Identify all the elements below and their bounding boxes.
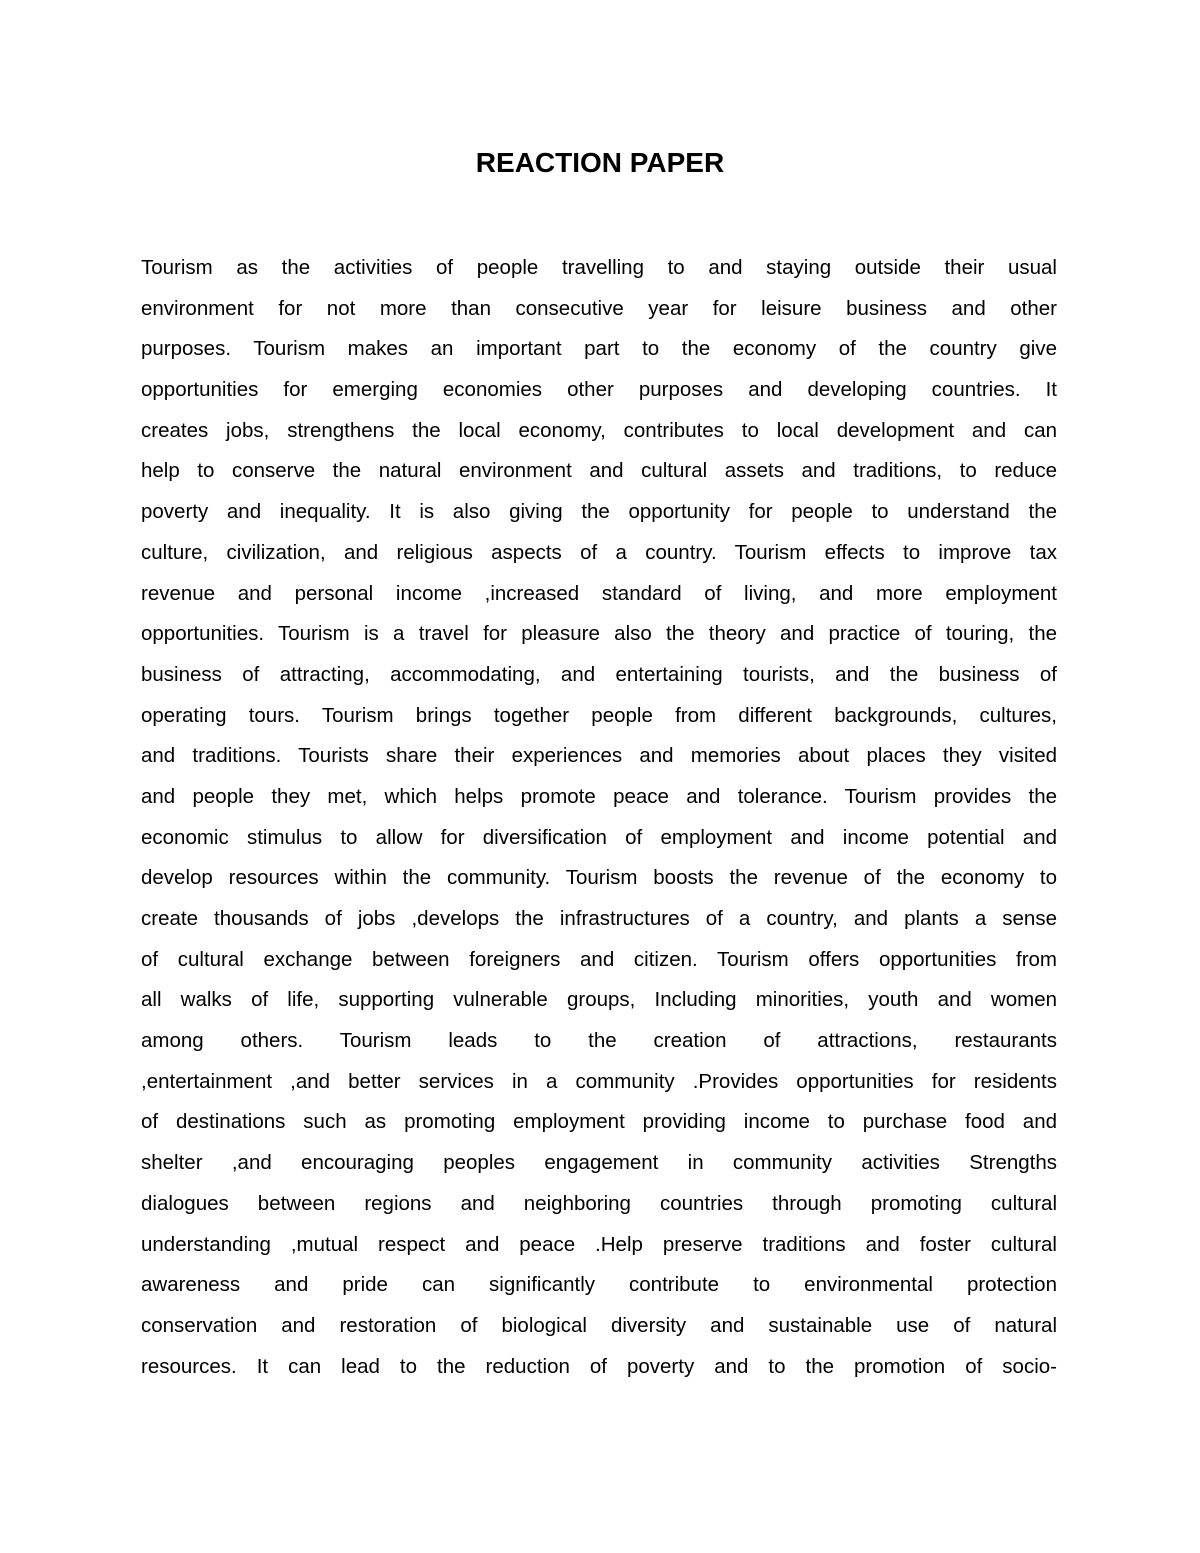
- paragraph-line: purposes. Tourism makes an important part to the economy of the country give: [141, 337, 1057, 361]
- paragraph-line: create thousands of jobs ,develops the infrastructures of a country, and plants a sense: [141, 907, 1057, 930]
- paragraph-line: revenue and personal income ,increased standard of living, and more employment: [141, 581, 1057, 605]
- paragraph-line: ,entertainment ,and better services in a community .Provides opportunities for residents: [141, 1069, 1057, 1093]
- paragraph-line: all walks of life, supporting vulnerable groups, Including minorities, youth and women: [141, 988, 1057, 1012]
- paragraph-line: among others. Tourism leads to the creation of attractions, restaurants: [141, 1029, 1057, 1053]
- paragraph-line: of cultural exchange between foreigners and citizen. Tourism offers opportunities from: [141, 947, 1057, 971]
- paragraph-line: opportunities. Tourism is a travel for pleasure also the theory and practice of touring, the: [141, 622, 1057, 646]
- paragraph-line: understanding ,mutual respect and peace .Help preserve traditions and foster cultural: [141, 1232, 1057, 1256]
- paragraph-line: poverty and inequality. It is also giving the opportunity for people to understand the: [141, 500, 1057, 524]
- paragraph-line: business of attracting, accommodating, and entertaining tourists, and the business of: [141, 662, 1057, 686]
- paragraph-line: and people they met, which helps promote peace and tolerance. Tourism provides the: [141, 784, 1057, 808]
- paragraph-line: resources. It can lead to the reduction of poverty and to the promotion of socio-: [141, 1354, 1057, 1378]
- document-title: REACTION PAPER: [475, 147, 725, 178]
- paragraph-line: environment for not more than consecutive year for leisure business and other: [141, 296, 1057, 320]
- paragraph-line: develop resources within the community. Tourism boosts the revenue of the economy to: [141, 866, 1057, 890]
- paragraph-line: creates jobs, strengthens the local economy, contributes to local development and can: [141, 418, 1057, 442]
- paragraph-line: conservation and restoration of biological diversity and sustainable use of natural: [141, 1313, 1057, 1337]
- body-paragraph: [141, 248, 1057, 1387]
- paragraph-line: economic stimulus to allow for diversification of employment and income potential and: [141, 825, 1057, 849]
- paragraph-line: shelter ,and encouraging peoples engagement in community activities Strengths: [141, 1151, 1057, 1175]
- paragraph-line: of destinations such as promoting employment providing income to purchase food and: [141, 1110, 1057, 1134]
- paragraph-line: and traditions. Tourists share their experiences and memories about places they visited: [141, 744, 1057, 768]
- paragraph-line: operating tours. Tourism brings together people from different backgrounds, cultures,: [141, 703, 1057, 727]
- paragraph-line: help to conserve the natural environment and cultural assets and traditions, to reduce: [141, 459, 1057, 483]
- paragraph-line: culture, civilization, and religious aspects of a country. Tourism effects to improve tax: [141, 540, 1057, 564]
- paragraph-line: dialogues between regions and neighboring countries through promoting cultural: [141, 1191, 1057, 1215]
- paragraph-line: awareness and pride can significantly contribute to environmental protection: [141, 1273, 1057, 1297]
- paragraph-line: opportunities for emerging economies other purposes and developing countries. It: [141, 378, 1057, 402]
- paragraph-line: Tourism as the activities of people travelling to and staying outside their usual: [141, 256, 1057, 279]
